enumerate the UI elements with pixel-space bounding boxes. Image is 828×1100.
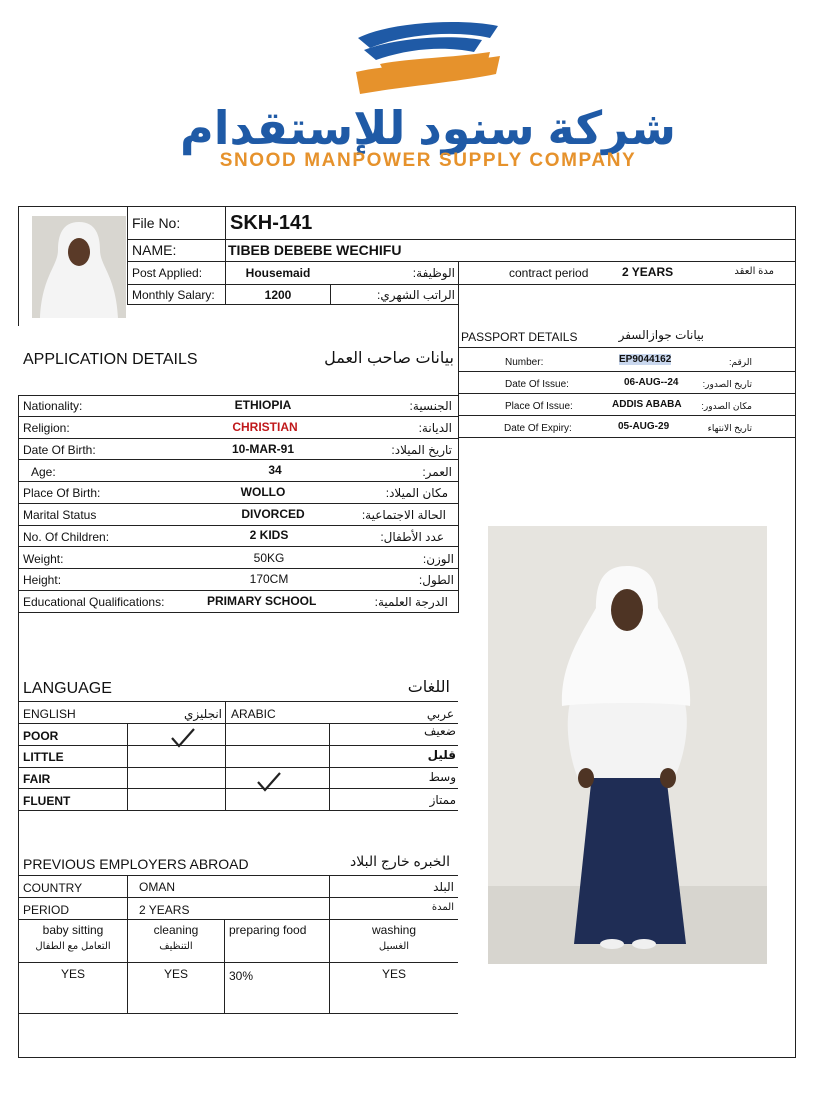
level-fluent: FLUENT <box>23 794 71 808</box>
place-of-birth-value: WOLLO <box>240 485 286 499</box>
weight-label: Weight: <box>23 552 64 566</box>
place-of-birth-arabic: مكان الميلاد: <box>385 486 448 500</box>
period-value: 2 YEARS <box>139 903 190 917</box>
passport-expiry-label: Date Of Expiry: <box>504 423 572 434</box>
weight-arabic: الوزن: <box>422 552 454 566</box>
name-value: TIBEB DEBEBE WECHIFU <box>228 242 402 258</box>
height-arabic: الطول: <box>418 573 454 587</box>
height-value: 170CM <box>249 572 289 586</box>
height-label: Height: <box>23 573 62 587</box>
arabic-fair-checkmark-icon <box>256 770 282 794</box>
date-of-birth-label: Date Of Birth: <box>23 443 96 457</box>
previous-employers-title: PREVIOUS EMPLOYERS ABROAD <box>23 856 249 872</box>
logo-swoosh-icon <box>350 16 504 102</box>
company-name-arabic: شركة سنود للإستقدام <box>180 102 676 154</box>
age-arabic: العمر: <box>422 465 452 479</box>
marital-status-label: Marital Status <box>23 508 97 522</box>
level-poor: POOR <box>23 729 59 743</box>
passport-issue-place-arabic: مكان الصدور: <box>701 401 752 411</box>
date-of-birth-value: 10-MAR-91 <box>231 442 294 456</box>
post-applied-arabic: الوظيفة: <box>412 266 455 280</box>
passport-issue-place-value: ADDIS ABABA <box>612 399 682 410</box>
monthly-salary-label: Monthly Salary: <box>132 288 215 302</box>
religion-value: CHRISTIAN <box>232 420 298 434</box>
period-arabic: المدة <box>431 902 454 913</box>
file-no-value: SKH-141 <box>230 212 313 234</box>
monthly-salary-value: 1200 <box>264 288 292 302</box>
skill-cleaning-arabic: التنظيف <box>159 941 193 952</box>
children-value: 2 KIDS <box>249 528 289 542</box>
post-applied-label: Post Applied: <box>132 266 203 280</box>
level-little-arabic: قليل <box>427 748 456 762</box>
nationality-label: Nationality: <box>23 399 83 413</box>
passport-issue-place-label: Place Of Issue: <box>505 401 573 412</box>
language-title-arabic: اللغات <box>407 679 450 696</box>
place-of-birth-label: Place Of Birth: <box>23 486 101 500</box>
skill-washing-arabic: الغسيل <box>378 941 410 952</box>
passport-title-arabic: بيانات جوازالسفر <box>618 328 704 342</box>
language-title: LANGUAGE <box>23 680 112 697</box>
age-value: 34 <box>268 463 282 477</box>
level-poor-arabic: ضعيف <box>423 724 456 738</box>
level-fair: FAIR <box>23 772 51 786</box>
marital-status-arabic: الحالة الاجتماعية: <box>361 508 446 522</box>
arabic-label: ARABIC <box>231 707 276 721</box>
previous-employers-title-arabic: الخبره خارج البلاد <box>350 853 450 869</box>
contract-period-value: 2 YEARS <box>622 265 674 279</box>
contract-period-arabic: مدة العقد <box>734 266 774 277</box>
skill-baby-sitting: baby sitting <box>42 923 104 937</box>
passport-number-value: EP9044162 <box>619 354 672 365</box>
arabic-arabic: عربي <box>426 707 454 721</box>
date-of-birth-arabic: تاريخ الميلاد: <box>391 443 452 457</box>
skill-cleaning: cleaning <box>153 923 199 937</box>
passport-issue-date-label: Date Of Issue: <box>505 379 569 390</box>
level-fair-arabic: وسط <box>428 770 456 784</box>
children-label: No. Of Children: <box>23 530 110 544</box>
skill-washing-value: YES <box>381 967 406 981</box>
education-arabic: الدرجة العلمية: <box>374 595 448 609</box>
religion-arabic: الديانة: <box>418 421 452 435</box>
contract-period-label: contract period <box>509 266 589 280</box>
english-label: ENGLISH <box>23 707 76 721</box>
skill-baby-sitting-value: YES <box>60 967 85 981</box>
file-no-label: File No: <box>132 215 181 231</box>
application-details-title-arabic: بيانات صاحب العمل <box>324 350 454 367</box>
company-name-english: SNOOD MANPOWER SUPPLY COMPANY <box>219 150 637 171</box>
passport-number-arabic: الرقم: <box>728 357 752 367</box>
weight-value: 50KG <box>253 551 285 565</box>
education-label: Educational Qualifications: <box>23 595 165 609</box>
post-applied-value: Housemaid <box>245 266 311 280</box>
education-value: PRIMARY SCHOOL <box>207 594 317 608</box>
passport-expiry-arabic: تاريخ الانتهاء <box>707 423 752 433</box>
applicant-photo-full <box>488 526 767 964</box>
monthly-salary-arabic: الراتب الشهري: <box>377 288 455 302</box>
passport-issue-date-value: 06-AUG--24 <box>624 377 679 388</box>
skill-preparing-food: preparing food <box>229 923 307 937</box>
passport-issue-date-arabic: تاريخ الصدور: <box>702 379 752 389</box>
name-label: NAME: <box>132 242 177 258</box>
nationality-value: ETHIOPIA <box>234 398 292 412</box>
skill-cleaning-value: YES <box>163 967 188 981</box>
nationality-arabic: الجنسية: <box>409 399 452 413</box>
application-details-title: APPLICATION DETAILS <box>23 351 198 368</box>
country-value: OMAN <box>139 880 175 894</box>
country-arabic: البلد <box>433 880 454 894</box>
skill-preparing-food-value: 30% <box>229 969 254 983</box>
company-logo <box>350 16 504 102</box>
passport-number-label: Number: <box>505 357 544 368</box>
level-little: LITTLE <box>23 750 64 764</box>
age-label: Age: <box>31 465 56 479</box>
english-arabic: انجليزي <box>183 707 222 721</box>
passport-title: PASSPORT DETAILS <box>461 330 578 344</box>
marital-status-value: DIVORCED <box>241 507 305 521</box>
country-label: COUNTRY <box>23 881 83 895</box>
religion-label: Religion: <box>23 421 70 435</box>
period-label: PERIOD <box>23 903 70 917</box>
children-arabic: عدد الأطفال: <box>380 530 444 544</box>
skill-washing: washing <box>371 923 417 937</box>
skill-baby-sitting-arabic: التعامل مع الطفال <box>35 941 111 952</box>
level-fluent-arabic: ممتاز <box>429 793 456 807</box>
english-poor-checkmark-icon <box>170 726 196 750</box>
applicant-photo-small <box>32 216 126 318</box>
passport-expiry-value: 05-AUG-29 <box>618 421 670 432</box>
